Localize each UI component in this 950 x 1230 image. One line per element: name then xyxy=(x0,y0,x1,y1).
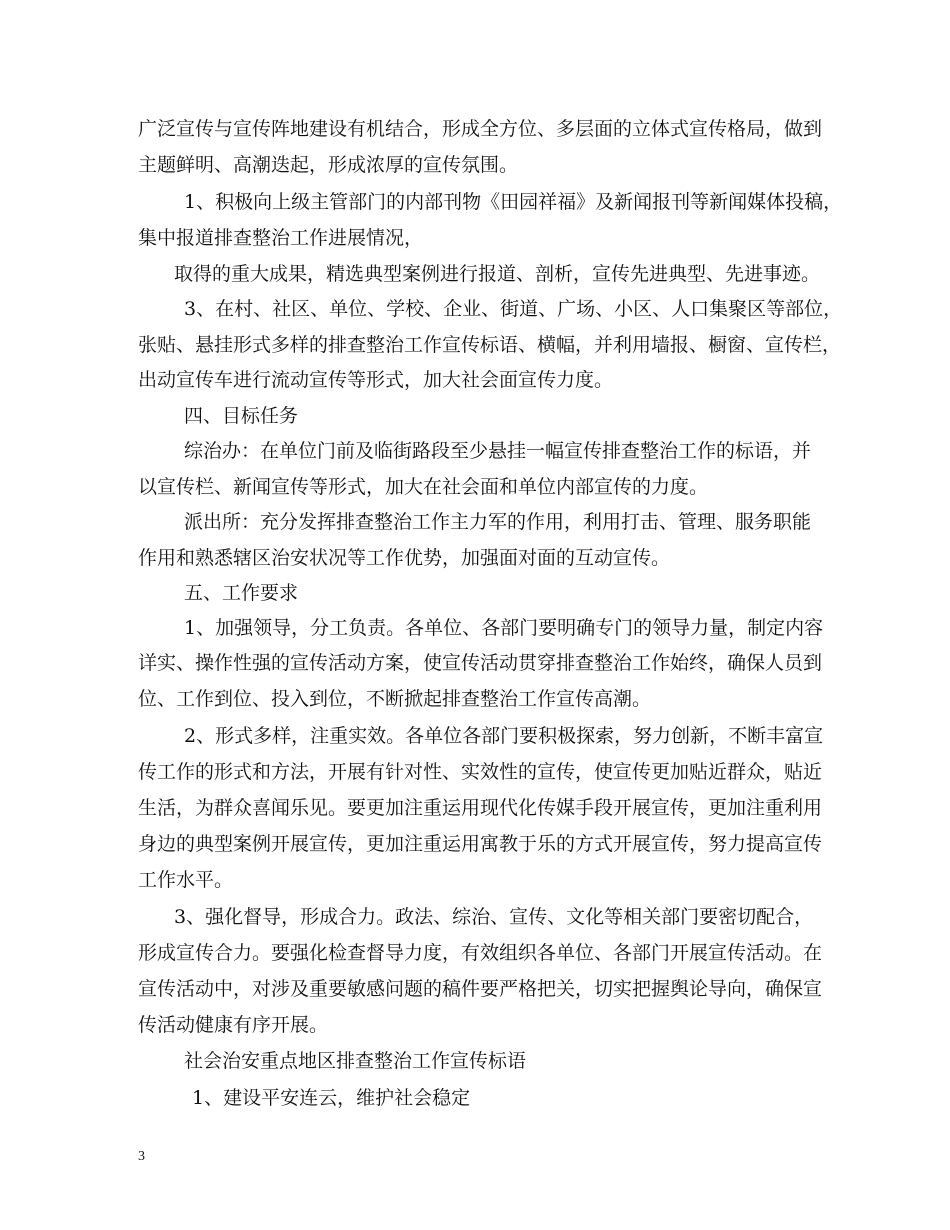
page-number: 3 xyxy=(138,1149,145,1164)
text-line: 张贴、悬挂形式多样的排查整治工作宣传标语、横幅，并利用墙报、橱窗、宣传栏， xyxy=(138,334,842,356)
text-line: 工作水平。 xyxy=(138,869,234,891)
text-line: 3、强化督导，形成合力。政法、综治、宣传、文化等相关部门要密切配合， xyxy=(174,906,814,928)
text-line: 1、积极向上级主管部门的内部刊物《田园祥福》及新闻报刊等新闻媒体投稿， xyxy=(184,191,843,213)
text-line: 广泛宣传与宣传阵地建设有机结合，形成全方位、多层面的立体式宣传格局，做到 xyxy=(138,118,823,140)
text-line: 3、在村、社区、单位、学校、企业、街道、广场、小区、人口集聚区等部位， xyxy=(184,298,843,320)
text-line: 生活，为群众喜闻乐见。要更加注重运用现代化传媒手段开展宣传，更加注重利用 xyxy=(138,797,823,819)
text-line: 主题鲜明、高潮迭起，形成浓厚的宣传氛围。 xyxy=(138,154,519,176)
text-line: 传工作的形式和方法，开展有针对性、实效性的宣传，使宣传更加贴近群众，贴近 xyxy=(138,761,823,783)
section-heading: 四、目标任务 xyxy=(184,405,299,427)
text-line: 派出所：充分发挥排查整治工作主力军的作用，利用打击、管理、服务职能 xyxy=(184,511,812,533)
text-line: 1、建设平安连云，维护社会稳定 xyxy=(192,1087,471,1109)
text-line: 详实、操作性强的宣传活动方案，使宣传活动贯穿排查整治工作始终，确保人员到 xyxy=(138,652,823,674)
text-line: 传活动健康有序开展。 xyxy=(138,1014,329,1036)
text-line: 形成宣传合力。要强化检查督导力度，有效组织各单位、各部门开展宣传活动。在 xyxy=(138,942,823,964)
text-line: 身边的典型案例开展宣传，更加注重运用寓教于乐的方式开展宣传，努力提高宣传 xyxy=(138,833,823,855)
text-line: 集中报道排查整治工作进展情况， xyxy=(138,227,424,249)
slogan-title: 社会治安重点地区排查整治工作宣传标语 xyxy=(184,1050,527,1072)
text-line: 以宣传栏、新闻宣传等形式，加大在社会面和单位内部宣传的力度。 xyxy=(138,476,709,498)
section-heading: 五、工作要求 xyxy=(184,582,299,604)
text-line: 综治办：在单位门前及临街路段至少悬挂一幅宣传排查整治工作的标语，并 xyxy=(184,440,812,462)
text-line: 作用和熟悉辖区治安状况等工作优势，加强面对面的互动宣传。 xyxy=(138,547,671,569)
text-line: 1、加强领导，分工负责。各单位、各部门要明确专门的领导力量，制定内容 xyxy=(184,617,824,639)
text-line: 取得的重大成果，精选典型案例进行报道、剖析，宣传先进典型、先进事迹。 xyxy=(174,263,821,285)
text-line: 宣传活动中，对涉及重要敏感问题的稿件要严格把关，切实把握舆论导向，确保宣 xyxy=(138,978,823,1000)
text-line: 位、工作到位、投入到位，不断掀起排查整治工作宣传高潮。 xyxy=(138,688,652,710)
text-line: 出动宣传车进行流动宣传等形式，加大社会面宣传力度。 xyxy=(138,369,614,391)
text-line: 2、形式多样，注重实效。各单位各部门要积极探索，努力创新，不断丰富宣 xyxy=(184,725,824,747)
